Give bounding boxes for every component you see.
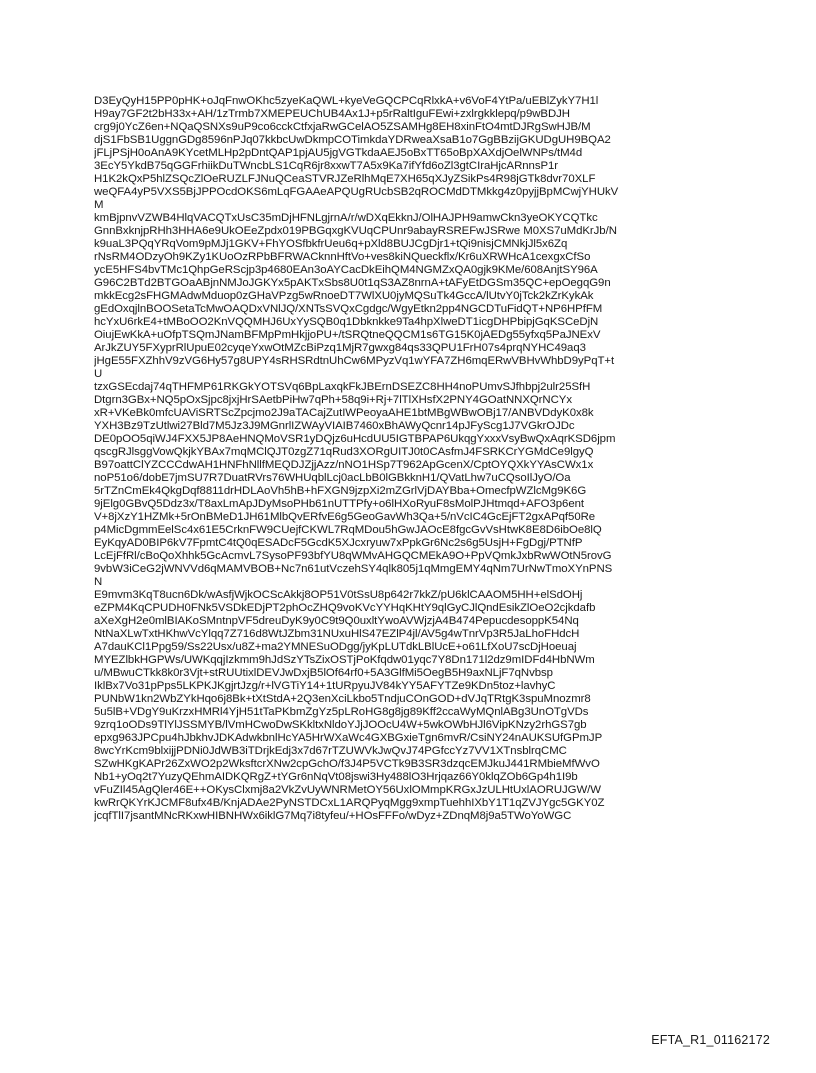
text-line: MYEZlbkHGPWs/UWKqqjIzkmm9hJdSzYTsZixOSTjPoKfqdw01yqc7Y8Dn171l2dz9mIDFd4HbNWm (94, 654, 595, 666)
text-line: weQFA4yP5VXS5BjJPPOcdOKS6mLqFGAAeAPQUgRUcbSB2qROCMdDTMkkg4z0pyjjBpMCwjYHUkV (94, 186, 619, 198)
text-line: k9uaL3PQqYRqVom9pMJj1GKV+FhYOSfbkfrUeu6q+pXld8BUJCgDjr1+tQi9nisjCMNkjJl5x6Zq (94, 238, 568, 250)
text-line: GnnBxknjpRHh3HHA6e9UkOEeZpdx019PBGqxgKVUqCPUnr9abayRSREFwJSRwe M0XS7uMdKrJb/N (94, 225, 617, 237)
text-line: aXeXgH2e0mlBIAKoSMntnpVF5dreuDyK9y0C9t9Q0uxltYwoAVWjzjA4B474PepucdesoppK54Nq (94, 615, 579, 627)
text-line: qscgRJlsggVowQkjkYBAx7mqMClQJT0zgZ71qRud3XORgUITJ0t0CAsfmJ4FSRKCrYGMdCe9lgyQ (94, 446, 594, 458)
text-line: LcEjFfRl/cBoQoXhhk5GcAcmvL7SysoPF93bfYU8qWMvAHGQCMEkA9O+PpVQmkJxbRwWOtN5rovG (94, 550, 612, 562)
text-line: U (94, 368, 103, 380)
text-line: DE0pOO5qiWJ4FXX5JP8AeHNQMoVSR1yDQjz6uHcdUU5IGTBPAP6UkqgYxxxVsyBwQxAqrKSD6jpm (94, 433, 616, 445)
text-line: V+8jXzY1HZMk+5rOnBMeD1JH61MlbQvERfvE6g5GeoGavWh3Qa+5/nVcIC4GcEjFT2gxAPqf50Re (94, 511, 596, 523)
text-line: epxg963JPCpu4hJbkhvJDKAdwkbnlHcYA5HrWXaWc4GXBGxieTgn6mvR/CsiNY24nAUKSUfGPmJP (94, 732, 603, 744)
text-line: 5rTZnCmEk4QkgDqf8811drHDLAoVh5hB+hFXGN9jzpXi2mZGrlVjDAYBba+OmecfpWZlcMg9K6G (94, 485, 587, 497)
text-line: tzxGSEcdaj74qTHFMP61RKGkYOTSVq6BpLaxqkFkJBErnDSEZC8HH4noPUmvSJfhbpj2ulr25SfH (94, 381, 591, 393)
text-line: xR+VKeBk0mfcUAViSRTScZpcjmo2J9aTACajZutIWPeoyaAHE1btMBgWBwOBj17/ANBVDdyK0x8k (94, 407, 594, 419)
text-line: E9mvm3KqT8ucn6Dk/wAsfjWjkOCScAkkj8OP51V0tSsU8p642r7kkZ/pU6klCAAOM5HH+elSdOHj (94, 589, 583, 601)
text-line: kwRrQKYrKJCMF8ufx4B/KnjADAe2PyNSTDCxL1ARQPyqMgg9xmpTuehhIXbY1T1qZVJYgc5GKY0Z (94, 797, 605, 809)
text-line: D3EyQyH15PP0pHK+oJqFnwOKhc5zyeKaQWL+kyeVeGQCPCqRlxkA+v6VoF4YtPa/uEBlZykY7H1l (94, 95, 599, 107)
text-line: B97oattClYZCCCdwAH1HNFhNllfMEQDJZjjAzz/nNO1HSp7T962ApGcenX/CptOYQXkYYAsCWx1x (94, 459, 594, 471)
text-line: H9ay7GF2t2bH33x+AH/1zTrmb7XMEPEUChUB4Ax1J+p5rRaltIguFEwi+zxlrgkklepq/p9wBDJH (94, 108, 570, 120)
text-line: H1K2kQxP5hlZSQcZlOeRUZLFJNuQCeaSTVRJZeRlhMqE7XH65qXJyZSikPs4R98jGTk8dvr70XLF (94, 173, 596, 185)
text-line: A7dauKCl1Ppg59/Ss22Usx/u8Z+ma2YMNESuODgg/jyKpLUTdkLBlUcE+o61LfXoU7scDjHoeuaj (94, 641, 577, 653)
text-line: ycE5HFS4bvTMc1QhpGeRScjp3p4680EAn3oAYCacDkEihQM4NGMZxQA0gjk9KMe/608AnjtSY96A (94, 264, 598, 276)
text-line: u/MBwuCTkk8k0r3Vjt+stRUUtixlDEVJwDxjB5lOf64rf0+5A3GlfMi5OegB5H9axNLjF7qNvbsp (94, 667, 553, 679)
document-id-label: EFTA_R1_01162172 (651, 1033, 770, 1047)
text-line: rNsRM4ODzyOh9KZy1KUoOzRPbBFRWACknnHftVo+ves8kiNQueckflx/Kr6uXRWHcA1cexgxCfSo (94, 251, 591, 263)
text-line: IklBx7Vo31pPps5LKPKJKgjrtJzg/r+lVGTiY14+1tURpyuJV84kYY5AFYTZe9KDn5toz+lavhyC (94, 680, 556, 692)
text-line: ArJkZUY5FXyprRlUpuE02cyqeYxwOtMZcBiPzq1MjR7gwxg84qs33QPU1FrH07s4prqNYHC49aq3 (94, 342, 586, 354)
text-line: NtNaXLwTxtHKhwVcYlqq7Z716d8WtJZbm31NUxuHlS47EZlP4jl/AV5g4wTnrVp3R5JaLhoFHdcH (94, 628, 580, 640)
text-line: 8wcYrKcm9blxijjPDNi0JdWB3iTDrjkEdj3x7d67rTZUWVkJwQvJ74PGfccYz7VV1XTnsblrqCMC (94, 745, 567, 757)
text-line: 9vbW3iCeG2jWNVVd6qMAMVBOB+Nc7n61utVczehSY4qlk805j1qMmgEMY4qNm7UrNwTmoXYnPNS (94, 563, 613, 575)
text-line: M (94, 199, 104, 211)
text-line: YXH3Bz9TzUtlwi27Bld7M5Jz3J9MGnrlIZWAyVIAIB7460xBhAWyQcnr14pJFyScg1J7VGkrOJDc (94, 420, 575, 432)
text-line: EyKqyAD0BIP6kV7FpmtC4tQ0qESADcF5GcdK5XJcxryuw7xPpkGr6Nc2s6g5UsjH+FgDgj/PTNfP (94, 537, 583, 549)
text-line: p4MicDgmmEelSc4x61E5CrknFW9CUejfCKWL7RqMDou5hGwJAOcE8fgcGvVsHtwK8E8D6ibOe8lQ (94, 524, 602, 536)
text-line: 9jElg0GBvQ5Ddz3x/T8axLmApJDyMsoPHb61nUTTPfy+o6lHXoRyuF8sMolPJHtmqd+AFO3p6ent (94, 498, 584, 510)
text-line: noP51o6/dobE7jmSU7R7DuatRVrs76WHUqblLcj0acLbB0lGBkknH1/QVatLhw7uCQsoIlJyO/Oa (94, 472, 571, 484)
text-line: kmBjpnvVZWB4HlqVACQTxUsC35mDjHFNLgjrnA/r/wDXqEkknJ/OlHAJPH9amwCkn3yeOKYCQTkc (94, 212, 598, 224)
text-line: N (94, 576, 103, 588)
text-line: jHgE55FXZhhV9zVG6Hy57g8UPY4sRHSRdtnUhCw6MPyzVq1wYFA7ZH6mqERwVBHvWhbD9yPqT+t (94, 355, 615, 367)
text-line: PUNbW1kn2WbZYkHqo6j8Bk+tXtStdA+2Q3enXciLkbo5TndjuCOnGOD+dVJqTRtgK3spuMnozmr8 (94, 693, 591, 705)
text-line: 5u5lB+VDgY9uKrzxHMRl4YjH51tTaPKbmZgYz5pLRoHG8g8jg89Kff2ccaWyMQnlABg3UnOTgVDs (94, 706, 589, 718)
text-line: djS1FbSB1UggnGDg8596nPJq07kkbcUwDkmpCOTimkdaYDRweaXsaB1o7GgBBzijGKUDgUH9BQA2 (94, 134, 611, 146)
text-line: mkkEcg2sFHGMAdwMduop0zGHaVPzg5wRnoeDT7WlXU0jyMQSuTk4GccA/lUtvY0jTck2kZrKykAk (94, 290, 594, 302)
text-line: gEdOxqjlnBOOSetaTcMwOAQDxVNlJQ/XNTsSVQxCgdgc/WgyEtkn2pp4NGCDTuFidQT+NP6HPfFM (94, 303, 603, 315)
text-line: SZwHKgKAPr26ZxWO2p2WksftcrXNw2cpGchO/f3J4P5VCTk9B3SR3dzqcEMJkuJ441RMbieMfWvO (94, 758, 600, 770)
text-line: Dtgrn3GBx+NQ5pOxSjpc8jxjHrSAetbPiHw7qPh+58q9i+Rj+7lTlXHsfX2PNY4GOatNNXQrNCYx (94, 394, 572, 406)
text-line: OiujEwKkA+uOfpTSQmJNamBFMpPmHkjjoPU+/tSRQtneQQCM1s6TG15K0jAEDg55yfxq5PaJNExV (94, 329, 601, 341)
text-line: crg9j0YcZ6en+NQaQSNXs9uP9co6cckCtfxjaRwGCelAO5ZSAMHg8EH8xinFtO4mtDJRgSwHJB/M (94, 121, 591, 133)
text-line: Nb1+yOq2t7YuzyQEhmAIDKQRgZ+tYGr6nNqVt08jswi3Hy488lO3Hrjqaz66Y0klqZOb6Gp4h1I9b (94, 771, 578, 783)
text-line: vFuZIl45AgQler46E++OKysClxmj8a2VkZvUyWNRMetOY56UxlOMmpKRGxJzULHtUxlAORUJGW/W (94, 784, 601, 796)
text-line: jFLjPSjH0oAnA9KYcetMLHp2pDntQAP1pjAU5jgVGTkdaAEJ5oBxTT65oBpXAXdjOelWNPs/tM4d (94, 147, 583, 159)
text-line: 9zrq1oODs9TlYlJSSMYB/lVmHCwoDwSKkltxNldoYJjJOOcU4W+5wkOWbHJl6VipKNzy2rhGS7gb (94, 719, 587, 731)
text-line: G96C2BTd2BTGOaABjnNMJoJGKYx5pAKTxSbs8U0t1qS3AZ8nrnA+tAFyEtDGSm35QC+epOegqG9n (94, 277, 611, 289)
document-body (94, 95, 744, 823)
text-line: hcYxU6rkE4+tMBoOO2KnVQQMHJ6UxYySQB0q1Dbknkke9Ta4hpXlweDT1icgDHPbipjGqKSCeDjN (94, 316, 599, 328)
text-line: 3EcY5YkdB75qGGFrhiikDuTWncbLS1CqR6jr8xxwT7A5x9Ka7ifYfd6oZl3gtCIraHjcARnnsP1r (94, 160, 559, 172)
text-line: jcqfTlI7jsantMNcRKxwHIBNHWx6iklG7Mq7i8tyfeu/+HOsFFFo/wDyz+ZDnqM8j9a5TWoYoWGC (94, 810, 572, 822)
text-line: eZPM4KqCPUDH0FNk5VSDkEDjPT2phOcZHQ9voKVcYYHqKHtY9qlGyCJlQndEsikZlOeO2cjkdafb (94, 602, 596, 614)
